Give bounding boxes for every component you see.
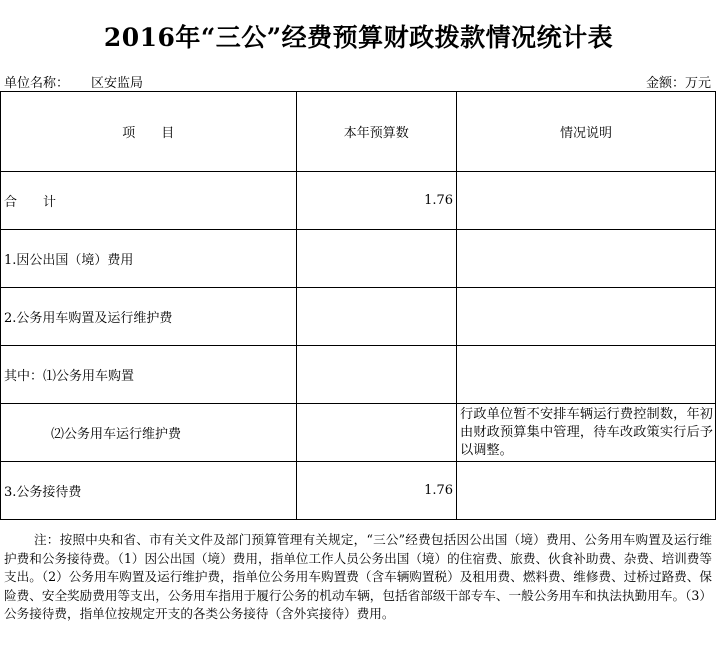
footnote: 注：按照中央和省、市有关文件及部门预算管理有关规定，“三公”经费包括因公出国（境）费用、公务用车购置及运行维护费和公务接待费。（1）因公出国（境）费用，指单位工作人员公务出国（境）的住宿费、旅费、伙食补助费、杂费、培训费等支出。（2）公务用车购置及运行维护费，指单位公务用车购置费（含车辆购置税）及租用费、燃料费、维修费、过桥过路费、保险费、安全奖励费用等支出，公务用车指用于履行公务的机动车辆，包括省部级干部专车、一般公务用车和执法执勤用车。（3）公务接待费，指单位按规定开支的各类公务接待（含外宾接待）费用。 (4, 532, 712, 621)
header-amount: 本年预算数 (296, 92, 456, 172)
row-amount (296, 346, 456, 404)
row-note (457, 172, 716, 230)
amount-unit: 金额：万元 (645, 76, 711, 91)
row-item: 3.公务接待费 (1, 462, 297, 520)
table-row (1, 346, 716, 404)
row-note (457, 230, 716, 288)
row-item: 其中：⑴公务用车购置 (1, 346, 297, 404)
row-note: 行政单位暂不安排车辆运行费控制数，年初由财政预算集中管理，待车改政策实行后予以调整。 (457, 404, 716, 462)
table-row (1, 404, 716, 462)
row-note (457, 346, 716, 404)
row-amount (296, 404, 456, 462)
table-header-row (1, 92, 716, 172)
unit-label: 单位名称： (4, 76, 70, 91)
table-row (1, 288, 716, 346)
header-note: 情况说明 (457, 92, 716, 172)
unit-name (4, 72, 143, 91)
row-amount (296, 230, 456, 288)
page-title: 2016年“三公”经费预算财政拨款情况统计表 (103, 23, 614, 52)
row-item: 2.公务用车购置及运行维护费 (1, 288, 297, 346)
table-row (1, 230, 716, 288)
row-amount: 1.76 (296, 172, 456, 230)
row-item: 1.因公出国（境）费用 (1, 230, 297, 288)
row-note (457, 288, 716, 346)
row-amount (296, 288, 456, 346)
row-item: ⑵公务用车运行维护费 (1, 404, 297, 462)
row-item: 合 计 (1, 172, 297, 230)
row-amount: 1.76 (296, 462, 456, 520)
table-row (1, 462, 716, 520)
header-item: 项 目 (1, 92, 297, 172)
unit-value: 区安监局 (91, 76, 144, 91)
budget-table (0, 91, 716, 520)
row-note (457, 462, 716, 520)
table-row (1, 172, 716, 230)
